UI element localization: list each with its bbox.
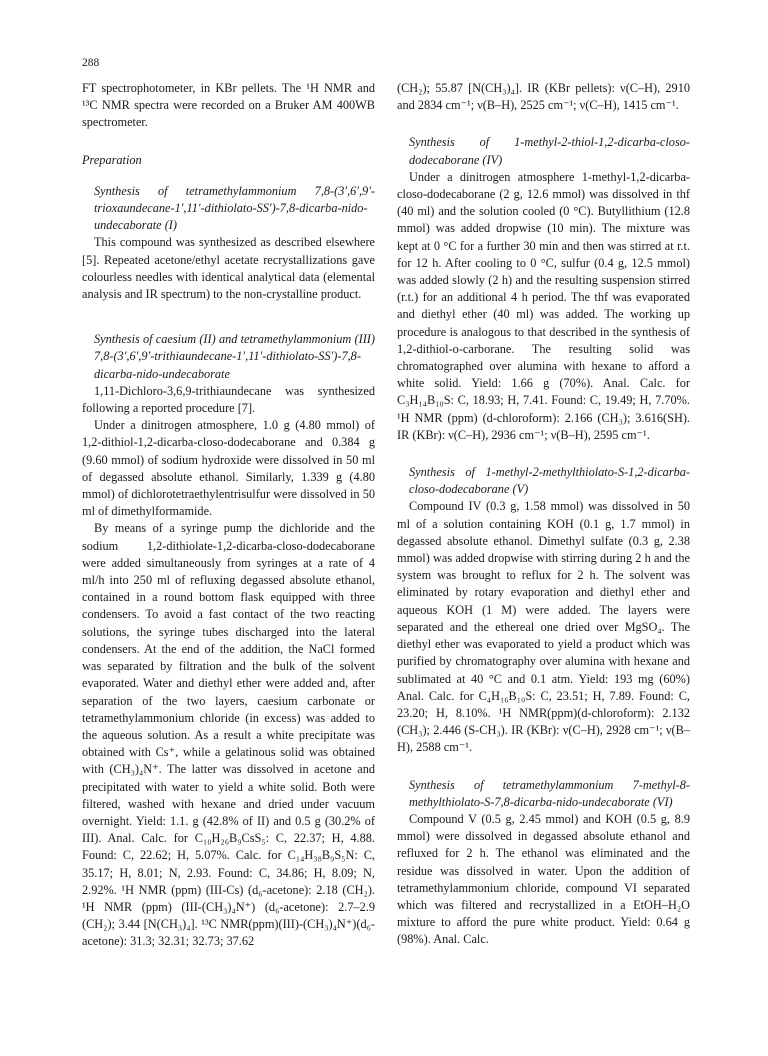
section-title: Preparation	[82, 152, 142, 167]
heading-compound-iv: Synthesis of 1-methyl-2-thiol-1,2-dicarba-closo-dodecaborane (IV)	[409, 135, 690, 167]
right-column	[397, 80, 690, 949]
paragraph-dithiolate-prep: Under a dinitrogen atmosphere, 1.0 g (4.80 mmol) of 1,2-dithiol-1,2-dicarba-closo-dodecaborane and 0.384 g (9.60 mmol) of sodium hydroxide were dissolved in 50 ml of degassed absolute ethanol. Similarly, 1.339 g (4.80 mmol) of dichlorotetraethylentrisulfur were dissolved in 50 ml of dimethylformamide.	[82, 418, 375, 519]
page-number: 288	[82, 57, 100, 69]
paragraph-compound-iv: Under a dinitrogen atmosphere 1-methyl-1,2-dicarba-closo-dodecaborane (2 g, 12.6 mmol) was dissolved in thf (40 ml) and the solution cooled (0 °C). Butyllithium (12.8 mmol) was added dropwise (10 min). The mixture was kept at 0 °C for a further 30 min and then was stirred at r.t. for 12 h. After cooling to 0 °C, sulfur (0.4 g, 12.5 mmol) was added slowly (2 h) and the resulting suspension stirred (r.t.) for an additional 4 h period. The thf was evaporated and diethyl ether (40 ml) was added. The working up procedure is analogous to that described in the synthesis of 1,2-dithiol-o-carborane. The resulting solid was chromatographed over alumina with hexane to afford a white solid. Yield: 1.66 g (70%). Anal. Calc. for C₃H₁₄B₁₀S: C, 18.93; H, 7.41. Found: C, 19.49; H, 7.70%. ¹H NMR (ppm) (d-chloroform): 2.166 (CH₃); 3.616(SH). IR (KBr): ν(C–H), 2936 cm⁻¹; ν(B–H), 2595 cm⁻¹.	[397, 169, 690, 442]
paragraph-compound-vi: Compound V (0.5 g, 2.45 mmol) and KOH (0.5 g, 8.9 mmol) were dissolved in degassed absolute ethanol and refluxed for 2 h. The ethanol was eliminated and the residue was dissolved in water. Upon the addition of tetramethylammonium chloride, compound VI separated which was filtered and recrystallized in a EtOH–H₂O mixture to afford the pure white product. Yield: 0.64 g (98%). Anal. Calc.	[397, 811, 690, 947]
left-column	[82, 80, 375, 951]
paragraph-continued-data: (CH₂); 55.87 [N(CH₃)₄]. IR (KBr pellets): ν(C–H), 2910 and 2834 cm⁻¹; ν(B–H), 2525 cm⁻¹; ν(C–H), 1415 cm⁻¹.	[397, 81, 690, 113]
heading-compound-i: Synthesis of tetramethylammonium 7,8-(3′,6′,9′-trioxaundecane-1′,11′-dithiolato-SS′)-7,8-dicarba-nido-undecaborate (I)	[94, 183, 375, 233]
paragraph-compound-i: This compound was synthesized as described elsewhere [5]. Repeated acetone/ethyl acetate recrystallizations gave colourless needles with identical analytical data (elemental analysis and IR spectrum) to the non-crystalline product.	[82, 235, 375, 302]
paragraph-syringe-procedure: By means of a syringe pump the dichloride and the sodium 1,2-dithiolate-1,2-dicarba-closo-dodecaborane were added simultaneously from syringes at a rate of 4 ml/h into 250 ml of refluxing degassed absolute ethanol, contained in a round bottom flask equipped with three condensers. To avoid a fast contact of the two reacting solutions, the syringe tubes discharged into the lateral condensers. At the end of the addition, the NaCl formed was separated by filtration and the bulk of the solvent evaporated. Water and diethyl ether were added and, after separation of the two layers, caesium carbonate or tetramethylammonium chloride (in excess) was added to the aqueous solution. As a result a white precipitate was obtained with Cs⁺, while a gelatinous solid was obtained with (CH₃)₄N⁺. The latter was dissolved in acetone and precipitated with water to yield a white solid. Both were filtered, washed with hexane and dried under vacuum overnight. Yield: 1.1. g (42.8% of II) and 0.5 g (30.2% of III). Anal. Calc. for C₁₀H₂₆B₉CsS₅: C, 22.37; H, 4.88. Found: C, 22.62; H, 5.07%. Calc. for C₁₄H₃₈B₉S₅N: C, 35.17; H, 8.01; N, 2.93. Found: C, 34.86; H, 8.09; N, 2.92%. ¹H NMR (ppm) (III-Cs) (d₆-acetone): 2.18 (CH₂). ¹H NMR (ppm) (III-(CH₃)₄N⁺) (d₆-acetone): 2.7–2.9 (CH₂); 3.44 [N(CH₃)₄]. ¹³C NMR(ppm)(III)-(CH₃)₄N⁺)(d₆-acetone): 31.3; 32.31; 32.73; 37.62	[82, 521, 375, 949]
intro-paragraph: FT spectrophotometer, in KBr pellets. The ¹H NMR and ¹³C NMR spectra were recorded on a Bruker AM 400WB spectrometer.	[82, 81, 375, 130]
heading-compound-v: Synthesis of 1-methyl-2-methylthiolato-S-1,2-dicarba-closo-dodecaborane (V)	[409, 465, 690, 497]
paragraph-dichloride-synthesis: 1,11-Dichloro-3,6,9-trithiaundecane was synthesized following a reported procedure [7].	[82, 383, 375, 416]
heading-compounds-ii-iii: Synthesis of caesium (II) and tetramethylammonium (III) 7,8-(3′,6′,9′-trithiaundecane-1′,11′-dithiolato-SS′)-7,8-dicarba-nido-undecaborate	[94, 332, 375, 381]
paragraph-compound-v: Compound IV (0.3 g, 1.58 mmol) was dissolved in 50 ml of a solution containing KOH (0.1 g, 1.7 mmol) in degassed absolute ethanol. Dimethyl sulfate (0.3 g, 2.38 mmol) was added dropwise with stirring during 2 h and the system was brought to reflux for 2 h. The solvent was eliminated by rotary evaporation and diethyl ether and aqueous KOH (1 M) were added. The layers were separated and the ethereal one dried over MgSO₄. The diethyl ether was evaporated to yield a product which was purified by chromatography over alumina with hexane and sublimated at 40 °C and 0.1 atm. Yield: 193 mg (60%) Anal. Calc. for C₄H₁₆B₁₀S: C, 23.51; H, 7.89. Found: C, 23.20; H, 8.10%. ¹H NMR(ppm)(d-chloroform): 2.132 (CH₃); 2.446 (S-CH₃). IR (KBr): ν(C–H), 2928 cm⁻¹; ν(B–H), 2588 cm⁻¹.	[397, 499, 690, 755]
heading-compound-vi: Synthesis of tetramethylammonium 7-methyl-8-methylthiolato-S-7,8-dicarba-nido-undecaborate (VI)	[409, 777, 690, 809]
